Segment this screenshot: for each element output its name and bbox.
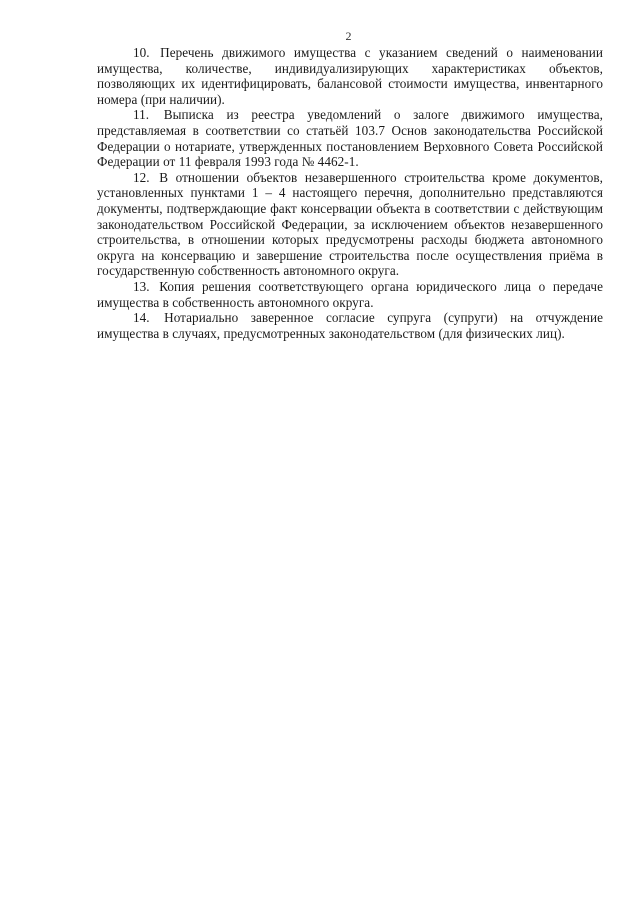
- list-item-13: [97, 279, 603, 310]
- item-number: 10.: [133, 45, 150, 60]
- item-number: 14.: [133, 310, 150, 326]
- item-text: В отношении объектов незавершенного строительства кроме документов, установленных пунктами 1 – 4 настоящего перечня, дополнительно представляются документы, подтверждающие факт консервации объекта в соответствии с действующим законодательством Российской Федерации, за исключением объектов незавершенного строительства, в отношении которых предусмотрены расходы бюджета автономного округа на консервацию и завершение строительства после осуществления приёма в государственную собственность автономного округа.: [97, 169, 603, 279]
- document-body: [97, 45, 603, 341]
- list-item-12: [97, 170, 603, 279]
- list-item-10: [97, 45, 603, 107]
- item-text: Нотариально заверенное согласие супруга (супруги) на отчуждение имущества в случаях, предусмотренных законодательством (для физических лиц).: [97, 310, 603, 341]
- item-number: 12.: [133, 169, 150, 185]
- page-number: 2: [345, 29, 352, 43]
- item-number: 11.: [133, 107, 150, 123]
- item-text: Перечень движимого имущества с указанием сведений о наименовании имущества, количестве, индивидуализирующих характеристиках объектов, позволяющих их идентифицировать, балансовой стоимости имущества, инвентарного номера (при наличии).: [97, 45, 603, 107]
- item-number: 13.: [133, 278, 150, 294]
- list-item-11: [97, 107, 603, 169]
- item-text: Выписка из реестра уведомлений о залоге движимого имущества, представляемая в соответствии со статьёй 103.7 Основ законодательства Российской Федерации о нотариате, утвержденных постановлением Верховного Совета Российской Федерации от 11 февраля 1993 года № 4462-1.: [97, 107, 603, 170]
- list-item-14: [97, 310, 603, 341]
- item-text: Копия решения соответствующего органа юридического лица о передаче имущества в собственность автономного округа.: [97, 278, 603, 310]
